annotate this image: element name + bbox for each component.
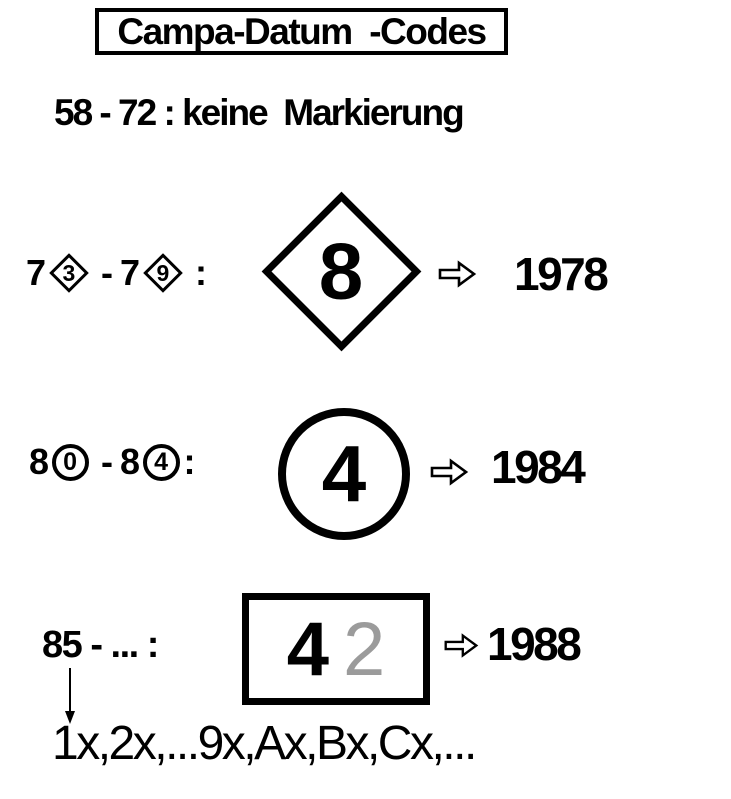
year-value: 1988 (487, 618, 580, 670)
label-text: 85 - ... : (42, 623, 158, 666)
label-text-middle: - 8 (92, 441, 139, 482)
right-arrow-icon (429, 457, 469, 487)
diamond-mark-digit: 8 (318, 226, 364, 315)
label-text-middle: - 7 (92, 252, 139, 293)
rect-mark-digit-primary: 4 (286, 606, 329, 692)
page-title: Campa-Datum -Codes (117, 10, 486, 52)
label-text-prefix: 7 (26, 252, 45, 293)
row-label-73-79 (26, 251, 206, 295)
rect-mark-digit-secondary: 2 (343, 606, 386, 692)
row-label-80-84 (29, 440, 194, 484)
circle-code-shape (278, 408, 410, 540)
subtitle-no-marking: 58 - 72 : keine Markierung (54, 92, 463, 133)
year-value: 1984 (491, 441, 584, 493)
label-text-suffix: : (183, 441, 195, 482)
mini-diamond-icon (49, 253, 89, 293)
label-text-prefix: 8 (29, 441, 48, 482)
diamond-code-shape (260, 190, 422, 352)
title-box (95, 8, 508, 55)
mini-circle-icon (52, 444, 89, 481)
year-value: 1978 (514, 248, 607, 300)
row-label-85-plus (42, 625, 158, 665)
rectangle-code-shape (242, 593, 430, 705)
mini-diamond-digit: 3 (62, 259, 75, 286)
mini-circle-icon (143, 444, 180, 481)
circle-mark-digit: 4 (321, 429, 367, 518)
mini-circle-digit: 0 (63, 447, 77, 476)
right-arrow-icon (437, 259, 477, 289)
diamond-outline (261, 191, 421, 351)
label-text-suffix: : (186, 252, 206, 293)
mini-diamond-icon (143, 253, 183, 293)
mini-circle-digit: 4 (154, 447, 168, 476)
mini-diamond-digit: 9 (156, 259, 169, 286)
right-arrow-icon (442, 632, 480, 659)
footnote-code-examples: 1x,2x,...9x,Ax,Bx,Cx,... (52, 717, 475, 770)
